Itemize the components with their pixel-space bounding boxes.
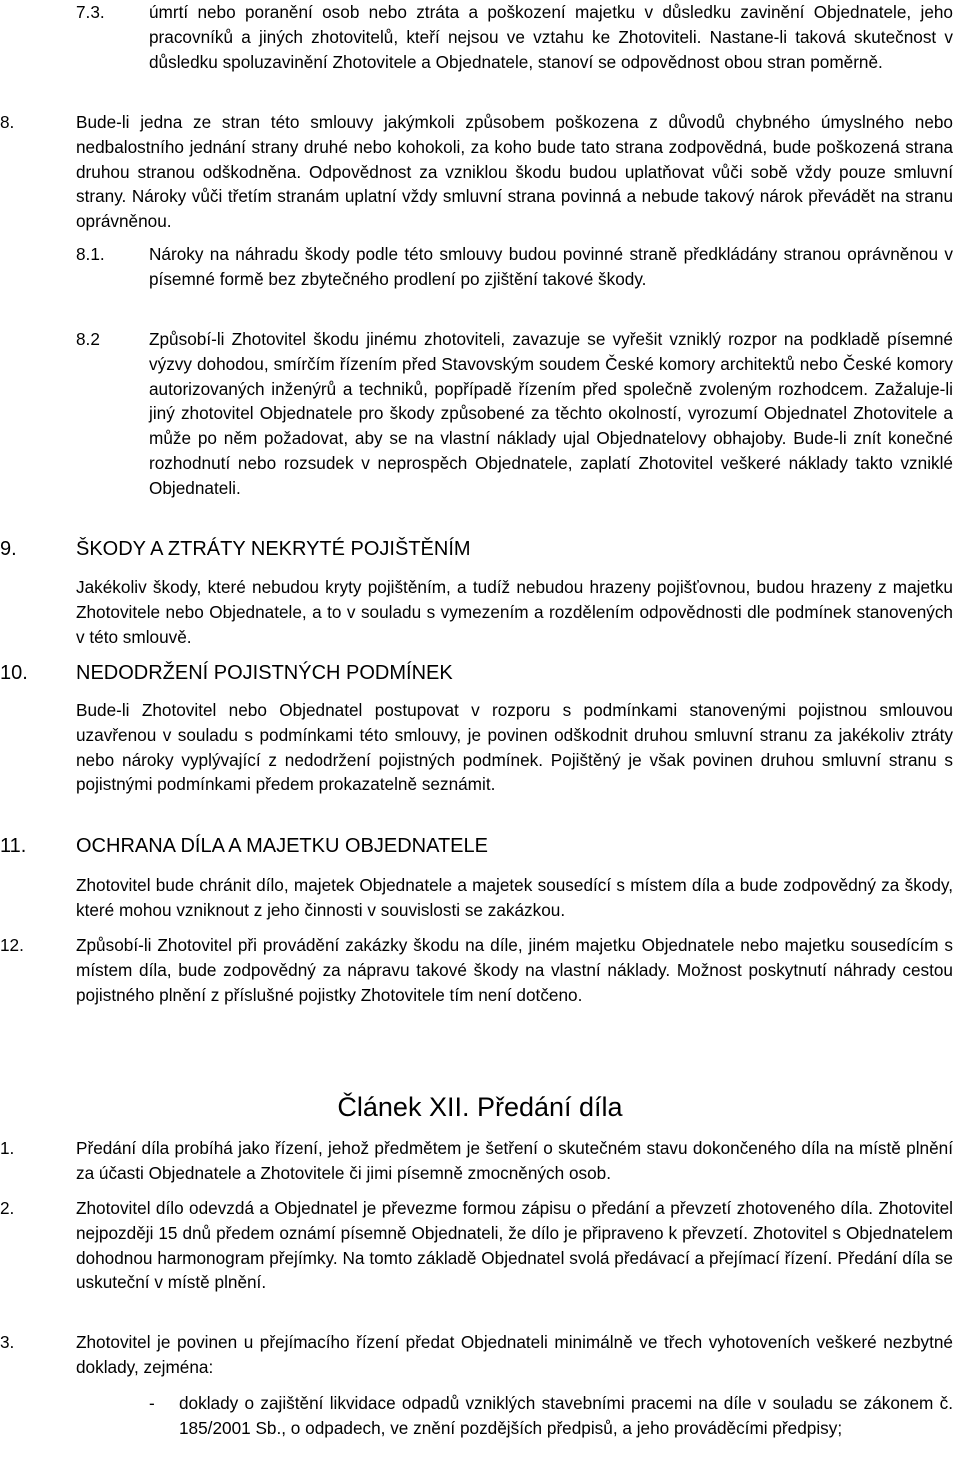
item-number: 2. <box>0 1198 15 1218</box>
section-number: 12. <box>0 935 24 955</box>
section-heading-11: OCHRANA DÍLA A MAJETKU OBJEDNATELE <box>76 835 488 857</box>
paragraph-item-3: Zhotovitel je povinen u přejímacího řízení předat Objednateli minimálně ve třech vyhotoveních veškeré nezbytné doklady, zejména: <box>76 1332 953 1377</box>
section-number: 10. <box>0 662 28 684</box>
bullet-text: doklady o zajištění likvidace odpadů vzniklých stavebními pracemi na díle v souladu se zákonem č. 185/2001 Sb., o odpadech, ve znění pozdějších předpisů, a jeho prováděcími předpisy; <box>179 1393 953 1438</box>
paragraph-8-2: Způsobí-li Zhotovitel škodu jinému zhotoviteli, zavazuje se vyřešit vzniklý rozpor na podkladě písemné výzvy dohodou, smírčím řízením před Stavovským soudem České komory architektů nebo České komory autorizovaných inženýrů a techniků, popřípadě řízením před společně zvoleným rozhodcem. Zažaluje-li jiný zhotovitel Objednatele pro škody způsobené za těchto okolností, vyrozumí Objednatel Zhotovitele a může po něm požadovat, aby se na vlastní náklady ujal Objednatelovy obhajoby. Bude-li znít konečné rozhodnutí nebo rozsudek v neprospěch Objednatele, zaplatí Zhotovitel veškeré náklady takto vzniklé Objednateli. <box>149 329 953 498</box>
section-number: 11. <box>0 835 27 857</box>
paragraph-12: Způsobí-li Zhotovitel při provádění zakázky škodu na díle, jiném majetku Objednatele nebo majetku sousedícím s místem díla, bude zodpovědný za nápravu takové škody na vlastní náklady. Možnost poskytnutí náhrady cestou pojistného plnění z příslušné pojistky Zhotovitele tím není dotčeno. <box>76 935 953 1005</box>
item-number: 3. <box>0 1332 15 1352</box>
paragraph-8: Bude-li jedna ze stran této smlouvy jakýmkoli způsobem poškozena z důvodů chybného úmyslného nebo nedbalostního jednání strany druhé nebo kohokoli, za koho bude tato strana zodpovědná, bude poškozená strana druhou stranou odškodněna. Odpovědnost za vzniklou škodu budou uplatňovat vůči sobě vždy pouze smluvní strany. Nároky vůči třetím stranám uplatní vždy smluvní strana povinná a nebude takový nárok převádět na stranu oprávněnou. <box>76 112 953 232</box>
item-number: 1. <box>0 1138 15 1158</box>
paragraph-item-2: Zhotovitel dílo odevzdá a Objednatel je převezme formou zápisu o předání a převzetí zhotoveného díla. Zhotovitel nejpozději 15 dnů předem oznámí písemně Objednateli, že dílo je připraveno k převzetí. Zhotovitel s Objednatelem dohodnou harmonogram přejímky. Na tomto základě Objednatel svolá předávací a přejímací řízení. Předání díla se uskuteční v místě plnění. <box>76 1198 953 1293</box>
section-number: 8. <box>0 112 15 132</box>
paragraph-7-3: úmrtí nebo poranění osob nebo ztráta a poškození majetku v důsledku zavinění Objednatele, jeho pracovníků a jiných zhotovitelů, kteří nejsou ve vztahu ke Zhotoviteli. Nastane-li taková skutečnost v důsledku spoluzavinění Zhotovitele a Objednatele, stanoví se odpovědnost obou stran poměrně. <box>149 2 953 72</box>
section-number: 8.2 <box>76 329 100 349</box>
section-number: 8.1. <box>76 244 105 264</box>
paragraph-8-1: Nároky na náhradu škody podle této smlouvy budou povinné straně předkládány stranou oprávněnou v písemné formě bez zbytečného prodlení po zjištění takové škody. <box>149 244 953 289</box>
article-title: Článek XII. Předání díla <box>337 1092 623 1122</box>
paragraph-10: Bude-li Zhotovitel nebo Objednatel postupovat v rozporu s podmínkami stanovenými pojistnou smlouvou uzavřenou v souladu s podmínkami této smlouvy, je povinen odškodnit druhou smluvní stranu za jakékoliv ztráty nebo nároky vyplývající z nedodržení pojistných podmínek. Pojištěný je však povinen druhou smluvní stranu s pojistnými podmínkami předem prokazatelně seznámit. <box>76 700 953 795</box>
bullet-marker: - <box>149 1393 155 1413</box>
paragraph-item-1: Předání díla probíhá jako řízení, jehož předmětem je šetření o skutečném stavu dokončeného díla na místě plnění za účasti Objednatele a Zhotovitele či jimi písemně zmocněných osob. <box>76 1138 953 1183</box>
section-number: 7.3. <box>76 2 105 22</box>
paragraph-9: Jakékoliv škody, které nebudou kryty pojištěním, a tudíž nebudou hrazeny pojišťovnou, budou hrazeny z majetku Zhotovitele nebo Objednatele, a to v souladu s vymezením a rozdělením odpovědnosti dle podmínek stanovených v této smlouvě. <box>76 577 953 647</box>
paragraph-11: Zhotovitel bude chránit dílo, majetek Objednatele a majetek sousedící s místem díla a bude zodpovědný za škody, které mohou vzniknout z jeho činnosti v souvislosti se zakázkou. <box>76 875 953 920</box>
section-heading-9: ŠKODY A ZTRÁTY NEKRYTÉ POJIŠTĚNÍM <box>76 538 471 560</box>
section-number: 9. <box>0 538 17 560</box>
section-heading-10: NEDODRŽENÍ POJISTNÝCH PODMÍNEK <box>76 662 453 684</box>
